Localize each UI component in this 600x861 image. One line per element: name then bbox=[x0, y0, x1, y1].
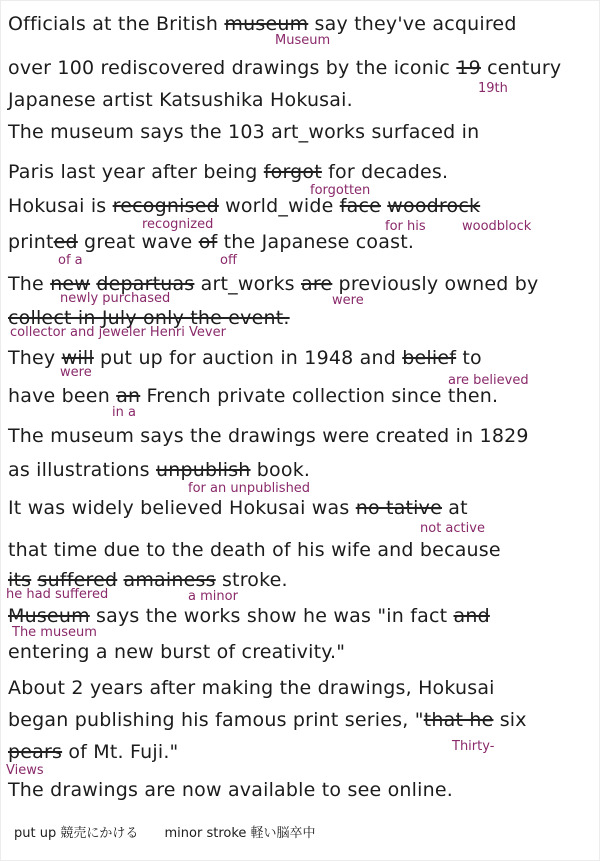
vocab-note: minor stroke 軽い脳卒中 bbox=[164, 826, 316, 841]
text-span: stroke. bbox=[215, 569, 288, 591]
deleted-word: face bbox=[339, 195, 381, 217]
text-line bbox=[8, 458, 310, 482]
deleted-word: of bbox=[198, 231, 218, 253]
correction-note: a minor bbox=[188, 589, 238, 604]
correction-note: were bbox=[332, 293, 364, 308]
correction-note: collector and jeweler Henri Vever bbox=[10, 325, 226, 340]
correction-note: woodblock bbox=[462, 219, 532, 234]
text-span: Officials at the British bbox=[8, 13, 225, 35]
text-line bbox=[8, 160, 448, 184]
deleted-word: will bbox=[61, 347, 94, 369]
deleted-word: ed bbox=[53, 231, 78, 253]
text-span: Hokusai is bbox=[8, 195, 113, 217]
text-span: The museum says the drawings were created in 1829 bbox=[8, 425, 529, 447]
correction-note: are believed bbox=[448, 373, 529, 388]
text-span: of Mt. Fuji." bbox=[62, 741, 179, 763]
text-span: About 2 years after making the drawings, Hokusai bbox=[8, 677, 495, 699]
correction-note: Views bbox=[6, 763, 44, 778]
text-line bbox=[8, 740, 179, 764]
deleted-word: recognised bbox=[112, 195, 219, 217]
vocabulary-notes bbox=[14, 822, 338, 841]
correction-note: The museum bbox=[12, 625, 97, 640]
deleted-word: 19 bbox=[456, 57, 481, 79]
text-line bbox=[8, 676, 495, 700]
text-span: at bbox=[442, 497, 468, 519]
correction-note: recognized bbox=[142, 217, 214, 232]
text-span: entering a new burst of creativity." bbox=[8, 641, 346, 663]
text-line bbox=[8, 424, 529, 448]
deleted-word: its bbox=[8, 569, 32, 591]
text-span: Paris last year after being bbox=[8, 161, 264, 183]
deleted-word: that he bbox=[423, 709, 494, 731]
text-span: print bbox=[8, 231, 54, 253]
text-span: It was widely believed Hokusai was bbox=[8, 497, 356, 519]
text-line bbox=[8, 120, 479, 144]
text-line bbox=[8, 778, 453, 802]
text-span: the Japanese coast. bbox=[217, 231, 415, 253]
correction-note: Thirty- bbox=[452, 739, 495, 754]
text-span: The museum says the 103 art_works surfaced in bbox=[8, 121, 480, 143]
deleted-word: no tative bbox=[355, 497, 442, 519]
text-line bbox=[8, 230, 414, 254]
deleted-word: museum bbox=[224, 13, 309, 35]
text-span: century bbox=[480, 57, 562, 79]
deleted-word: forgot bbox=[263, 161, 322, 183]
text-span: previously owned by bbox=[332, 273, 539, 295]
deleted-word: collect in July only the event. bbox=[8, 307, 290, 329]
text-line bbox=[8, 56, 561, 80]
correction-note: were bbox=[60, 365, 92, 380]
correction-note: Museum bbox=[275, 33, 331, 48]
correction-note: for an unpublished bbox=[188, 481, 311, 496]
correction-note: for his bbox=[385, 219, 426, 234]
deleted-word: suffered bbox=[37, 569, 118, 591]
correction-note: not active bbox=[420, 521, 485, 536]
correction-note: of a bbox=[58, 253, 83, 268]
deleted-word: new bbox=[50, 273, 91, 295]
deleted-word: amainess bbox=[123, 569, 216, 591]
text-span: began publishing his famous print series, " bbox=[8, 709, 424, 731]
text-span: Japanese artist Katsushika Hokusai. bbox=[8, 89, 353, 111]
text-line bbox=[8, 384, 498, 408]
deleted-word: Museum bbox=[8, 605, 90, 627]
correction-note: 19th bbox=[478, 81, 508, 96]
text-line bbox=[8, 88, 353, 112]
deleted-word: belief bbox=[402, 347, 457, 369]
deleted-word: woodrock bbox=[387, 195, 481, 217]
text-span: art_works bbox=[194, 273, 301, 295]
text-span: for decades. bbox=[321, 161, 449, 183]
deleted-word: pears bbox=[8, 741, 63, 763]
text-span: says the works show he was "in fact bbox=[89, 605, 454, 627]
text-line bbox=[8, 708, 527, 732]
deleted-word: an bbox=[116, 385, 141, 407]
correction-note: newly purchased bbox=[60, 291, 171, 306]
text-span: six bbox=[493, 709, 527, 731]
text-span: The bbox=[8, 273, 51, 295]
text-line bbox=[8, 194, 480, 218]
correction-note: in a bbox=[112, 405, 136, 420]
correction-note: off bbox=[220, 253, 237, 268]
text-span: The drawings are now available to see online. bbox=[8, 779, 453, 801]
text-line bbox=[8, 538, 501, 562]
text-span: as illustrations bbox=[8, 459, 156, 481]
text-span: great wave bbox=[77, 231, 199, 253]
text-span: say they've acquired bbox=[308, 13, 517, 35]
deleted-word: departuas bbox=[96, 273, 195, 295]
text-span: book. bbox=[250, 459, 311, 481]
text-span: over 100 rediscovered drawings by the iconic bbox=[8, 57, 457, 79]
text-line bbox=[8, 12, 517, 36]
text-span: that time due to the death of his wife and because bbox=[8, 539, 501, 561]
text-span: have been bbox=[8, 385, 117, 407]
text-span: French private collection since then. bbox=[140, 385, 499, 407]
text-span: world_wide bbox=[218, 195, 340, 217]
text-span: They bbox=[8, 347, 62, 369]
text-line bbox=[8, 640, 345, 664]
text-span: to bbox=[456, 347, 482, 369]
deleted-word: and bbox=[453, 605, 490, 627]
deleted-word: unpublish bbox=[156, 459, 251, 481]
correction-note: forgotten bbox=[310, 183, 371, 198]
vocab-note: put up 競売にかける bbox=[14, 826, 139, 841]
deleted-word: are bbox=[300, 273, 333, 295]
text-line bbox=[8, 496, 468, 520]
text-span: put up for auction in 1948 and bbox=[93, 347, 403, 369]
correction-note: he had suffered bbox=[6, 587, 109, 602]
